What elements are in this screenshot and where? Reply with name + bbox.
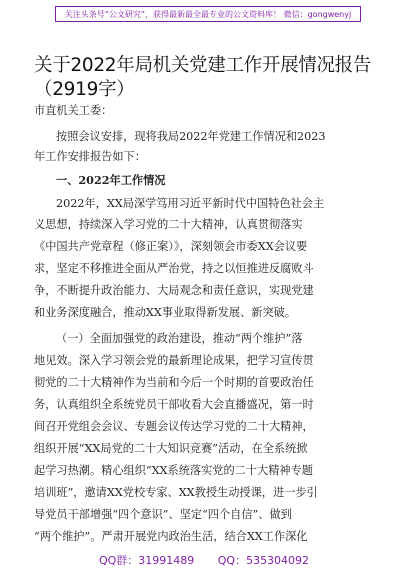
qq-group-number: QQ群：31991489 xyxy=(98,554,195,567)
promo-banner-text: 关注头条号“公文研究”，获得最新最全最专业的公文资料库！ 微信：gongwenyj xyxy=(64,9,352,19)
paragraph-line: 彻党的二十大精神作为当前和今后一个时期的首要政治任 xyxy=(34,376,314,389)
qq-number: QQ：535304092 xyxy=(217,554,310,567)
paragraph-line: 务，认真组织全系统党员干部收看大会直播盛况，第一时 xyxy=(34,398,314,411)
paragraph-line: 地见效。深入学习领会党的最新理论成果，把学习宣传贯 xyxy=(34,354,314,367)
paragraph-line: “两个维护”。严肃开展党内政治生活，结合XX工作深化 xyxy=(34,530,308,543)
salutation: 市直机关工委： xyxy=(34,104,113,117)
paragraph-line: 组织开展“XX局党的二十大知识竞赛”活动，在全系统掀 xyxy=(34,442,308,455)
title-line-2: （2919字） xyxy=(34,79,135,100)
promo-banner xyxy=(55,6,361,22)
paragraph-line: 按照会议安排，现将我局2022年党建工作情况和2023 xyxy=(56,130,326,143)
title-line-1: 关于2022年局机关党建工作开展情况报告 xyxy=(34,55,372,76)
paragraph-line: 导党员干部增强“四个意识”、坚定“四个自信”、做到 xyxy=(34,508,292,521)
paragraph-line: 起学习热潮。精心组织“XX系统落实党的二十大精神专题 xyxy=(34,464,313,477)
paragraph-line: 培训班”，邀请XX党校专家、XX教授生动授课，进一步引 xyxy=(34,486,318,499)
paragraph-line: 和业务深度融合，推动XX事业取得新发展、新突破。 xyxy=(34,306,297,319)
section-heading: 一、2022年工作情况 xyxy=(56,173,166,187)
paragraph-line: 《中国共产党章程（修正案）》，深刻领会市委XX会议要 xyxy=(34,240,308,253)
paragraph-line: 间召开党组会会议、专题会议传达学习党的二十大精神， xyxy=(34,420,314,433)
paragraph-line: 2022年，XX局深学笃用习近平新时代中国特色社会主 xyxy=(56,197,325,210)
paragraph-line: 义思想，持续深入学习党的二十大精神，认真贯彻落实 xyxy=(34,218,303,231)
paragraph-line: 年工作安排报告如下： xyxy=(34,150,146,163)
paragraph-line: 争，不断提升政治能力、大局观念和责任意识，实现党建 xyxy=(34,284,314,297)
subsection-heading: （一）全面加强党的政治建设，推动“两个维护”落 xyxy=(56,332,303,345)
paragraph-line: 求，坚定不移推进全面从严治党，持之以恒推进反腐败斗 xyxy=(34,262,314,275)
footer-contact xyxy=(0,552,408,568)
